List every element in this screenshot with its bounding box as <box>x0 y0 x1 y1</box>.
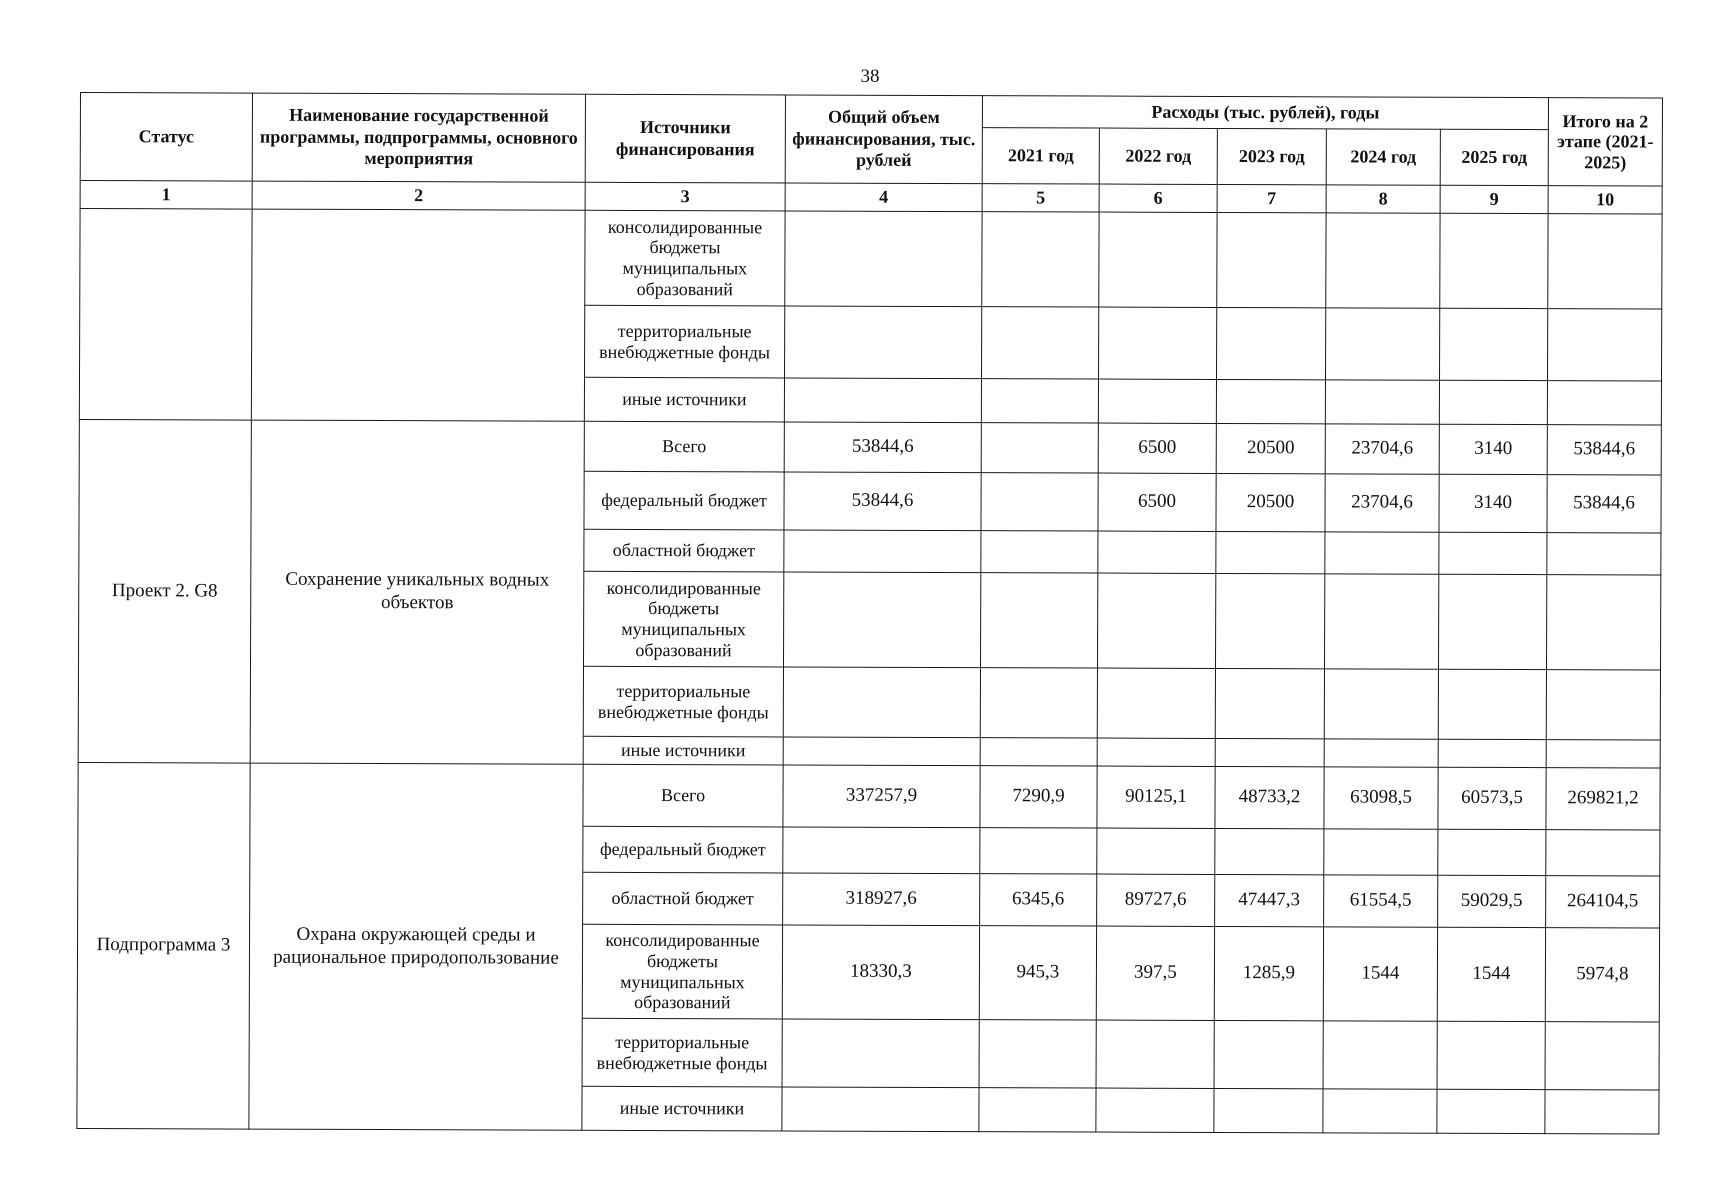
source-cell: областной бюджет <box>584 529 784 572</box>
column-number: 5 <box>982 184 1099 212</box>
year-cell: 23704,6 <box>1325 424 1439 474</box>
year-cell: 90125,1 <box>1097 766 1215 828</box>
year-cell: 63098,5 <box>1324 767 1438 829</box>
table-row <box>80 209 1662 310</box>
header-sources: Источники финансирования <box>585 94 785 183</box>
stage-total-cell: 53844,6 <box>1547 425 1661 475</box>
header-year-2023: 2023 год <box>1217 128 1326 184</box>
column-number: 6 <box>1099 184 1217 212</box>
column-number: 4 <box>785 183 982 212</box>
continuation-name-cell <box>251 209 585 421</box>
column-number: 10 <box>1548 186 1662 214</box>
column-number: 1 <box>80 181 252 210</box>
source-cell: иные источники <box>584 377 784 422</box>
table-row <box>78 762 1660 830</box>
year-cell: 6500 <box>1098 473 1216 531</box>
year-cell: 47447,3 <box>1215 874 1324 926</box>
year-cell: 6345,6 <box>980 874 1097 926</box>
header-stage-total: Итого на 2 этапе (2021-2025) <box>1548 98 1662 186</box>
year-cell: 20500 <box>1216 473 1325 531</box>
year-cell: 59029,5 <box>1438 875 1546 927</box>
year-cell <box>981 423 1098 473</box>
year-cell: 60573,5 <box>1438 767 1546 829</box>
year-cell: 3140 <box>1439 424 1547 474</box>
budget-table-container <box>76 92 1662 1135</box>
program-name-cell: Охрана окружающей среды и рациональное природопользование <box>249 763 583 1130</box>
year-cell: 945,3 <box>979 926 1096 1020</box>
header-status: Статус <box>80 93 252 182</box>
year-cell: 6500 <box>1098 423 1216 473</box>
status-cell: Проект 2. G8 <box>78 419 251 763</box>
total-cell: 337257,9 <box>783 765 980 828</box>
header-row <box>80 93 1662 131</box>
year-cell: 397,5 <box>1096 926 1214 1020</box>
year-cell: 20500 <box>1216 423 1325 473</box>
header-year-2022: 2022 год <box>1099 128 1217 184</box>
column-number: 3 <box>585 182 785 211</box>
stage-total-cell: 269821,2 <box>1546 768 1660 830</box>
header-year-2025: 2025 год <box>1440 129 1548 185</box>
column-number: 7 <box>1217 184 1326 212</box>
source-cell: территориальные внебюджетные фонды <box>583 666 783 737</box>
total-cell: 18330,3 <box>782 925 979 1020</box>
year-cell <box>981 473 1098 531</box>
year-cell: 61554,5 <box>1324 875 1438 927</box>
source-cell: консолидированные бюджеты муниципальных образований <box>583 571 783 667</box>
year-cell: 1285,9 <box>1214 926 1323 1020</box>
year-cell: 1544 <box>1323 927 1437 1021</box>
status-cell: Подпрограмма 3 <box>77 762 250 1129</box>
source-cell: Всего <box>584 421 784 472</box>
continuation-status-cell <box>79 209 252 421</box>
header-program-name: Наименование государственной программы, подпрограммы, основного мероприятия <box>252 93 585 182</box>
column-number: 9 <box>1440 185 1548 213</box>
year-cell: 89727,6 <box>1097 874 1215 926</box>
year-cell: 3140 <box>1439 474 1547 532</box>
source-cell: территориальные внебюджетные фонды <box>585 305 785 378</box>
header-year-2024: 2024 год <box>1326 129 1440 185</box>
column-number: 2 <box>252 181 585 210</box>
page-number: 38 <box>860 66 880 87</box>
year-cell: 7290,9 <box>980 766 1097 828</box>
header-year-2021: 2021 год <box>982 128 1099 184</box>
year-cell: 48733,2 <box>1215 766 1324 828</box>
stage-total-cell: 53844,6 <box>1547 475 1661 533</box>
program-name-cell: Сохранение уникальных водных объектов <box>250 420 584 764</box>
source-cell: иные источники <box>582 1086 782 1131</box>
column-number: 8 <box>1326 185 1440 213</box>
budget-table <box>76 92 1663 1135</box>
total-cell: 53844,6 <box>784 472 981 531</box>
source-cell: федеральный бюджет <box>584 471 784 530</box>
total-cell: 53844,6 <box>784 422 981 473</box>
source-cell: Всего <box>583 764 783 827</box>
source-cell: областной бюджет <box>583 872 783 925</box>
total-cell: 318927,6 <box>783 873 980 926</box>
table-row <box>79 419 1661 475</box>
source-cell: федеральный бюджет <box>583 826 783 873</box>
stage-total-cell: 264104,5 <box>1546 876 1660 928</box>
year-cell: 23704,6 <box>1325 474 1439 532</box>
stage-total-cell: 5974,8 <box>1545 928 1659 1022</box>
source-cell: территориальные внебюджетные фонды <box>582 1018 782 1087</box>
source-cell: иные источники <box>583 736 783 765</box>
source-cell: консолидированные бюджеты муниципальных образований <box>585 210 785 306</box>
year-cell: 1544 <box>1437 927 1545 1021</box>
header-expenses-group: Расходы (тыс. рублей), годы <box>982 96 1548 130</box>
source-cell: консолидированные бюджеты муниципальных образований <box>582 924 782 1019</box>
header-total-volume: Общий объем финансирования, тыс. рублей <box>785 95 982 184</box>
